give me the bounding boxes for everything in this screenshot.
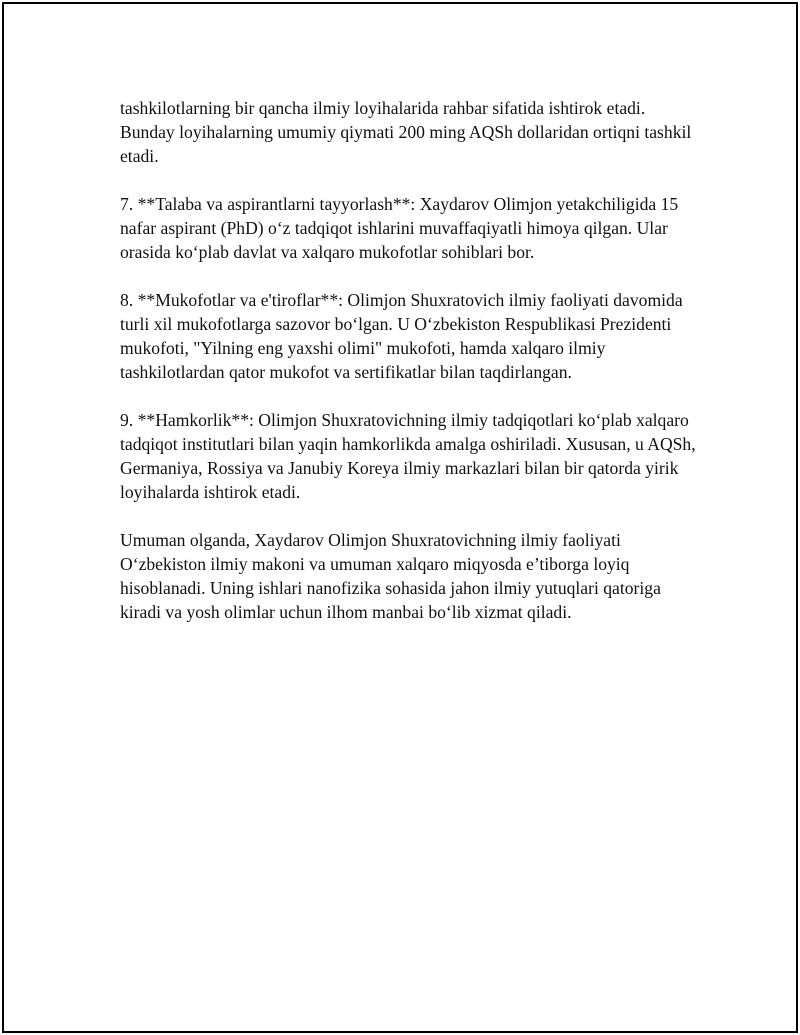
paragraph-student-training: 7. **Talaba va aspirantlarni tayyorlash**: Xaydarov Olimjon yetakchiligida 15 nafar aspirant (PhD) o‘z tadqiqot ishlarini muvaffaqiyatli himoya qilgan. Ular orasida ko‘plab davlat va xalqaro mukofotlar sohiblari bor. [120, 194, 679, 262]
paragraph-projects-continued: tashkilotlarning bir qancha ilmiy loyihalarida rahbar sifatida ishtirok etadi. Bunday loyihalarning umumiy qiymati 200 ming AQSh dollaridan ortiqni tashkil etadi. [120, 98, 692, 166]
paragraph-conclusion: Umuman olganda, Xaydarov Olimjon Shuxratovichning ilmiy faoliyati O‘zbekiston ilmiy makoni va umuman xalqaro miqyosda e’tiborga loyiq hisoblanadi. Uning ishlari nanofizika sohasida jahon ilmiy yutuqlari qatoriga kiradi va yosh olimlar uchun ilhom manbai bo‘lib xizmat qiladi. [120, 530, 661, 622]
paragraph-awards: 8. **Mukofotlar va e'tiroflar**: Olimjon Shuxratovich ilmiy faoliyati davomida turli xil mukofotlarga sazovor bo‘lgan. U O‘zbekiston Respublikasi Prezidenti mukofoti, "Yilning eng yaxshi olimi" mukofoti, hamda xalqaro ilmiy tashkilotlardan qator mukofot va sertifikatlar bilan taqdirlangan. [120, 290, 683, 382]
paragraph-collaboration: 9. **Hamkorlik**: Olimjon Shuxratovichning ilmiy tadqiqotlari ko‘plab xalqaro tadqiqot institutlari bilan yaqin hamkorlikda amalga oshiriladi. Xususan, u AQSh, Germaniya, Rossiya va Janubiy Koreya ilmiy markazlari bilan bir qatorda yirik loyihalarda ishtirok etadi. [120, 410, 696, 502]
document-page [2, 2, 798, 1033]
document-body [120, 96, 700, 648]
